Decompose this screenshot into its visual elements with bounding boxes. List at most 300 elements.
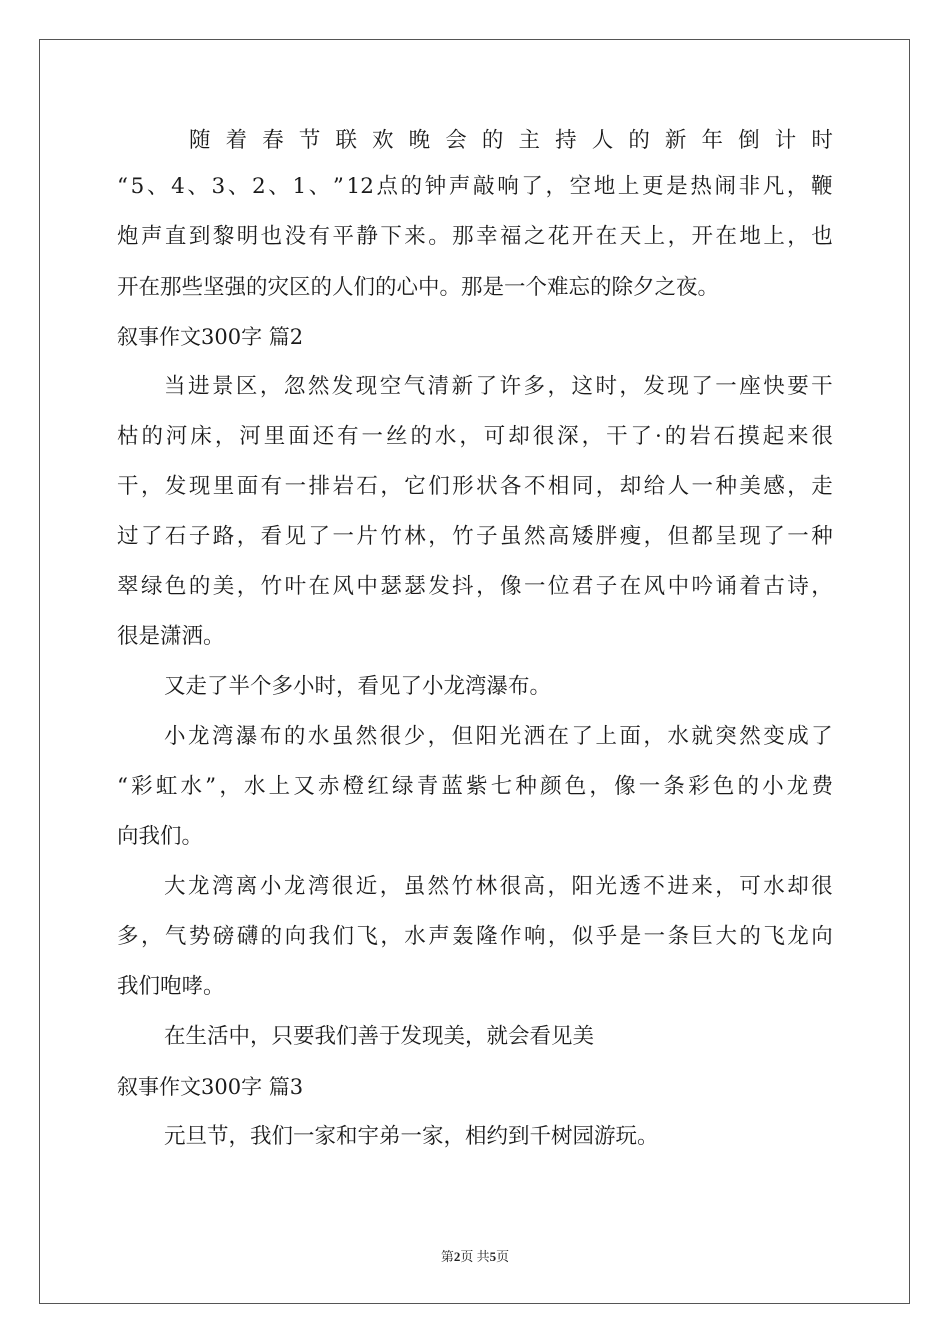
glyph: 走: [811, 474, 833, 499]
glyph: 片: [356, 524, 378, 549]
glyph: 像: [614, 774, 636, 799]
glyph: 礴: [236, 924, 259, 949]
glyph: 很: [331, 874, 354, 899]
glyph: “: [117, 174, 128, 199]
glyph: 12: [346, 174, 374, 199]
glyph: 来: [404, 224, 426, 249]
glyph: 水: [180, 774, 203, 799]
glyph: 就: [691, 724, 713, 749]
glyph: 春: [262, 128, 284, 153]
glyph: 龙: [283, 874, 306, 899]
glyph: 那: [452, 224, 474, 249]
glyph: 在: [619, 574, 642, 599]
glyph: 区: [235, 374, 258, 399]
glyph: ·: [654, 424, 662, 449]
glyph: 清: [427, 374, 450, 399]
glyph: 绿: [392, 774, 414, 799]
glyph: 干: [811, 374, 833, 399]
glyph: ，: [545, 174, 567, 199]
glyph: 似: [571, 924, 594, 949]
glyph: 磅: [212, 924, 235, 949]
glyph: 岩: [689, 424, 711, 449]
glyph: 然: [739, 724, 761, 749]
glyph: 了: [763, 524, 785, 549]
glyph: 天: [619, 224, 642, 249]
glyph: 的: [283, 724, 306, 749]
glyph: 新: [451, 374, 474, 399]
glyph: ，: [259, 374, 282, 399]
glyph: 座: [739, 374, 761, 399]
glyph: ，: [140, 474, 163, 499]
glyph: 高: [523, 874, 546, 899]
glyph: 湾: [211, 724, 234, 749]
glyph: 然: [523, 524, 546, 549]
glyph: 光: [595, 874, 617, 899]
glyph: 赤: [318, 774, 340, 799]
glyph: 空: [379, 374, 402, 399]
glyph: 龙: [787, 924, 809, 949]
paragraph-line: [117, 772, 833, 802]
glyph: 风: [332, 574, 354, 599]
paragraph-line: [117, 722, 833, 752]
glyph: 少: [403, 724, 426, 749]
glyph: 还: [312, 424, 335, 449]
glyph: “: [117, 774, 128, 799]
glyph: 气: [403, 374, 426, 399]
glyph: 里: [263, 424, 286, 449]
paragraph-line: [117, 222, 833, 252]
glyph: 黎: [212, 224, 235, 249]
glyph: ，: [380, 474, 402, 499]
glyph: 种: [811, 524, 833, 549]
glyph: 3: [211, 174, 226, 199]
glyph: 虽: [403, 874, 426, 899]
glyph: 排: [308, 474, 331, 499]
glyph: ”: [332, 174, 344, 199]
glyph: 一: [523, 574, 546, 599]
glyph: 敲: [473, 174, 495, 199]
glyph: 布: [259, 724, 282, 749]
page-footer: [0, 1246, 950, 1265]
glyph: 透: [619, 874, 641, 899]
glyph: ，: [547, 924, 570, 949]
glyph: 景: [211, 374, 234, 399]
glyph: ，: [667, 224, 690, 249]
glyph: 上: [595, 724, 617, 749]
glyph: 龙: [786, 774, 809, 799]
glyph: ，: [214, 424, 237, 449]
glyph: 一: [284, 474, 307, 499]
glyph: 一: [715, 374, 737, 399]
paragraph-line: [117, 126, 833, 156]
glyph: 红: [367, 774, 389, 799]
glyph: 深: [557, 424, 579, 449]
glyph: ，: [715, 874, 737, 899]
glyph: 开: [571, 224, 594, 249]
glyph: 很: [532, 424, 555, 449]
glyph: 成: [787, 724, 809, 749]
glyph: 进: [667, 874, 689, 899]
page-current: 2: [453, 1249, 461, 1264]
glyph: 然: [355, 724, 378, 749]
glyph: 4: [171, 174, 185, 199]
glyph: 声: [140, 224, 163, 249]
glyph: 一: [643, 924, 666, 949]
glyph: 突: [715, 724, 737, 749]
glyph: 轰: [452, 924, 474, 949]
glyph: 很: [811, 874, 833, 899]
glyph: 也: [811, 224, 833, 249]
glyph: 都: [691, 524, 714, 549]
paragraph-line: [117, 572, 833, 602]
glyph: 但: [667, 524, 690, 549]
glyph: 在: [715, 224, 737, 249]
glyph: ，: [459, 424, 481, 449]
glyph: 是: [666, 174, 688, 199]
glyph: 、: [227, 174, 250, 199]
page-label-post: 页: [496, 1249, 510, 1264]
glyph: 子: [188, 524, 211, 549]
glyph: 倒: [738, 128, 760, 153]
glyph: 之: [523, 224, 546, 249]
glyph: 了: [521, 174, 543, 199]
glyph: 年: [701, 128, 724, 153]
glyph: 气: [164, 924, 187, 949]
glyph: 上: [643, 224, 666, 249]
paragraph-line: [117, 372, 833, 402]
glyph: 小: [762, 774, 784, 799]
glyph: 下: [380, 224, 402, 249]
glyph: 在: [308, 574, 331, 599]
glyph: 现: [739, 524, 761, 549]
glyph: 不: [523, 474, 546, 499]
glyph: 看: [260, 524, 283, 549]
glyph: 青: [416, 774, 439, 799]
glyph: 5: [130, 174, 145, 199]
glyph: 小: [259, 874, 282, 899]
glyph: 瀑: [235, 724, 258, 749]
glyph: 光: [499, 724, 522, 749]
glyph: 子: [595, 574, 618, 599]
glyph: 忽: [283, 374, 306, 399]
glyph: ，: [619, 374, 641, 399]
glyph: 胖: [595, 524, 618, 549]
paragraph-line: 在生活中，只要我们善于发现美，就会看见美: [164, 1024, 595, 1049]
glyph: 福: [500, 224, 522, 249]
glyph: 也: [260, 224, 283, 249]
glyph: 枯: [117, 424, 139, 449]
glyph: 进: [187, 374, 210, 399]
glyph: 在: [595, 224, 618, 249]
glyph: 多: [523, 374, 546, 399]
glyph: ，: [140, 924, 163, 949]
glyph: 的: [664, 424, 687, 449]
glyph: 计: [774, 128, 797, 153]
glyph: 声: [448, 174, 471, 199]
glyph: 橙: [342, 774, 365, 799]
glyph: 它: [404, 474, 426, 499]
glyph: 现: [355, 374, 378, 399]
glyph: 起: [762, 424, 785, 449]
glyph: 的: [400, 174, 423, 199]
glyph: 来: [691, 874, 713, 899]
glyph: 水: [434, 424, 457, 449]
glyph: 种: [515, 774, 537, 799]
glyph: 的: [188, 574, 211, 599]
glyph: ，: [236, 574, 259, 599]
paragraph-line: 我们咆哮。: [117, 974, 225, 999]
glyph: 势: [188, 924, 211, 949]
glyph: 却: [787, 874, 809, 899]
glyph: ，: [643, 524, 666, 549]
glyph: 鞭: [811, 174, 833, 199]
glyph: 花: [547, 224, 570, 249]
glyph: 摸: [738, 424, 760, 449]
glyph: 了: [811, 724, 833, 749]
glyph: ，: [427, 724, 450, 749]
glyph: 了: [140, 524, 163, 549]
glyph: 却: [508, 424, 530, 449]
glyph: 的: [739, 924, 761, 949]
glyph: 了: [308, 524, 331, 549]
glyph: 离: [235, 874, 258, 899]
glyph: 会: [445, 128, 467, 153]
glyph: 发: [164, 474, 187, 499]
glyph: 虽: [331, 724, 354, 749]
glyph: 紫: [466, 774, 488, 799]
glyph: 发: [331, 374, 354, 399]
glyph: 很: [379, 724, 402, 749]
glyph: 持: [555, 128, 577, 153]
glyph: ，: [811, 574, 833, 599]
glyph: 非: [738, 174, 761, 199]
glyph: 人: [591, 128, 614, 153]
glyph: 水: [667, 724, 689, 749]
glyph: 的: [141, 424, 163, 449]
glyph: 林: [404, 524, 426, 549]
glyph: 欢: [372, 128, 394, 153]
glyph: 向: [811, 924, 833, 949]
glyph: 发: [428, 574, 450, 599]
glyph: 向: [284, 924, 307, 949]
glyph: 感: [763, 474, 785, 499]
glyph: 飞: [356, 924, 378, 949]
glyph: 的: [737, 774, 759, 799]
glyph: 色: [564, 774, 587, 799]
glyph: 小: [164, 724, 186, 749]
glyph: 飞: [763, 924, 785, 949]
glyph: 一: [787, 524, 809, 549]
glyph: 虽: [500, 524, 522, 549]
glyph: 面: [619, 724, 641, 749]
glyph: 然: [427, 874, 450, 899]
glyph: 有: [260, 474, 283, 499]
glyph: 们: [332, 924, 354, 949]
glyph: 时: [595, 374, 617, 399]
glyph: 着: [225, 128, 248, 153]
glyph: 水: [763, 874, 785, 899]
glyph: 到: [188, 224, 211, 249]
glyph: 给: [643, 474, 666, 499]
glyph: 这: [571, 374, 593, 399]
glyph: 翠: [117, 574, 139, 599]
glyph: ，: [380, 924, 402, 949]
glyph: 发: [643, 374, 665, 399]
glyph: 龙: [187, 724, 210, 749]
glyph: 但: [451, 724, 474, 749]
glyph: ，: [476, 574, 498, 599]
glyph: 可: [483, 424, 506, 449]
glyph: 有: [337, 424, 359, 449]
paragraph-line: 元旦节，我们一家和宇弟一家，相约到千树园游玩。: [164, 1124, 659, 1149]
glyph: 七: [490, 774, 513, 799]
glyph: 形: [452, 474, 474, 499]
page-label-mid: 页 共: [460, 1249, 490, 1264]
glyph: ，: [643, 724, 665, 749]
glyph: 虹: [155, 774, 178, 799]
glyph: 抖: [452, 574, 474, 599]
glyph: ，: [547, 874, 570, 899]
glyph: 彩: [688, 774, 710, 799]
section-heading: 叙事作文300字 篇2: [117, 325, 304, 349]
glyph: 联: [335, 128, 357, 153]
glyph: 直: [164, 224, 187, 249]
glyph: 位: [547, 574, 570, 599]
glyph: 更: [642, 174, 664, 199]
glyph: 竹: [380, 524, 402, 549]
glyph: 是: [619, 924, 642, 949]
glyph: 状: [476, 474, 498, 499]
glyph: ，: [236, 524, 259, 549]
glyph: 来: [787, 424, 809, 449]
glyph: 变: [763, 724, 785, 749]
glyph: 在: [547, 724, 570, 749]
glyph: 诵: [715, 574, 737, 599]
glyph: 快: [763, 374, 785, 399]
glyph: 晚: [408, 128, 431, 153]
glyph: 竹: [452, 524, 474, 549]
glyph: 很: [499, 874, 522, 899]
glyph: 近: [355, 874, 378, 899]
glyph: 了: [691, 374, 713, 399]
glyph: 彩: [131, 774, 153, 799]
glyph: 石: [164, 524, 187, 549]
glyph: 矮: [571, 524, 594, 549]
glyph: 路: [212, 524, 235, 549]
glyph: 着: [739, 574, 761, 599]
glyph: 种: [715, 474, 737, 499]
glyph: 现: [667, 374, 689, 399]
glyph: 石: [356, 474, 378, 499]
glyph: 响: [523, 924, 546, 949]
page-total: 5: [489, 1249, 497, 1264]
glyph: 干: [117, 474, 139, 499]
glyph: 龙: [187, 874, 210, 899]
glyph: 的: [260, 924, 283, 949]
paragraph-line: [117, 872, 833, 902]
glyph: 各: [500, 474, 522, 499]
glyph: 瑟: [380, 574, 402, 599]
glyph: 水: [307, 724, 330, 749]
section-heading: 叙事作文300字 篇3: [117, 1075, 304, 1099]
glyph: 水: [404, 924, 426, 949]
glyph: 君: [571, 574, 594, 599]
paragraph-line: [117, 472, 833, 502]
glyph: 平: [332, 224, 354, 249]
glyph: 、: [146, 174, 169, 199]
glyph: 空: [569, 174, 592, 199]
glyph: ，: [547, 374, 570, 399]
glyph: 巨: [691, 924, 714, 949]
glyph: 见: [284, 524, 307, 549]
glyph: 的: [481, 128, 504, 153]
glyph: 洒: [523, 724, 546, 749]
glyph: 作: [500, 924, 522, 949]
glyph: 费: [811, 774, 833, 799]
glyph: 明: [236, 224, 259, 249]
glyph: ，: [595, 474, 618, 499]
glyph: 、: [187, 174, 209, 199]
glyph: 条: [667, 924, 690, 949]
glyph: ，: [379, 874, 402, 899]
glyph: 色: [712, 774, 735, 799]
glyph: 很: [811, 424, 833, 449]
glyph: 地: [739, 224, 761, 249]
glyph: 一: [691, 474, 714, 499]
glyph: 2: [251, 174, 266, 199]
glyph: 美: [739, 474, 761, 499]
glyph: ”: [205, 774, 217, 799]
glyph: 不: [643, 874, 665, 899]
glyph: 凡: [762, 174, 785, 199]
glyph: 面: [236, 474, 259, 499]
glyph: 主: [518, 128, 540, 153]
glyph: ，: [581, 424, 604, 449]
glyph: 大: [715, 924, 737, 949]
glyph: 的: [410, 424, 432, 449]
glyph: 随: [189, 128, 211, 153]
glyph: 吟: [691, 574, 714, 599]
glyph: 条: [663, 774, 685, 799]
paragraph-line: 向我们。: [117, 824, 204, 849]
glyph: 一: [332, 524, 354, 549]
glyph: 面: [288, 424, 310, 449]
glyph: 同: [571, 474, 594, 499]
glyph: 节: [298, 128, 321, 153]
glyph: 中: [356, 574, 378, 599]
paragraph-line: [117, 172, 833, 202]
glyph: 呈: [715, 524, 737, 549]
glyph: 上: [617, 174, 640, 199]
glyph: 、: [268, 174, 290, 199]
paragraph-line: [117, 422, 833, 452]
glyph: 阳: [571, 874, 593, 899]
glyph: 干: [606, 424, 628, 449]
glyph: 水: [244, 774, 266, 799]
glyph: 开: [691, 224, 714, 249]
glyph: 一: [638, 774, 661, 799]
glyph: 人: [667, 474, 690, 499]
glyph: ，: [428, 524, 450, 549]
glyph: ，: [787, 224, 809, 249]
glyph: 绿: [140, 574, 163, 599]
glyph: 古: [763, 574, 785, 599]
glyph: 阳: [475, 724, 498, 749]
glyph: 声: [428, 924, 450, 949]
glyph: 当: [164, 374, 186, 399]
glyph: 色: [164, 574, 187, 599]
glyph: 点: [376, 174, 399, 199]
